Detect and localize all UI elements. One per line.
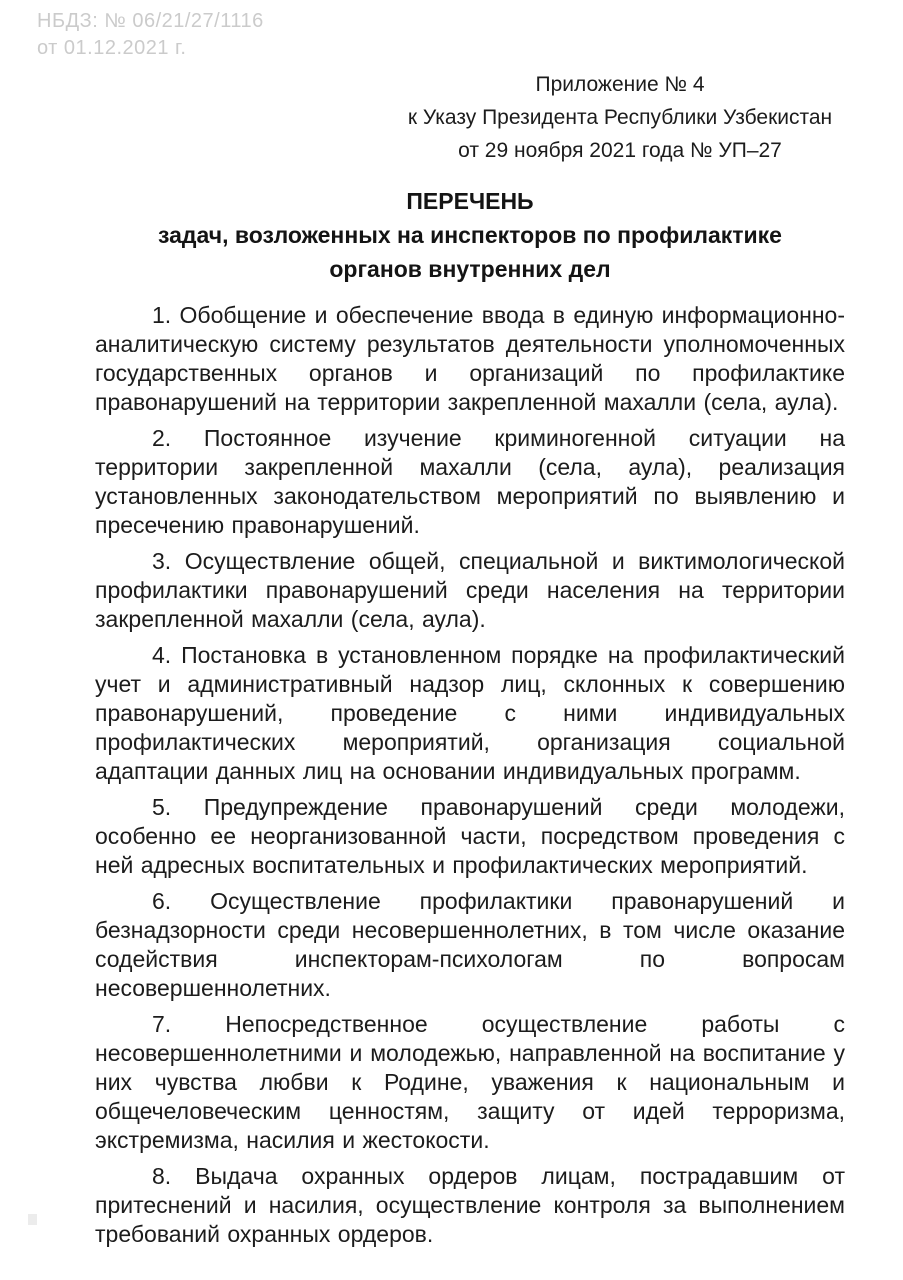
- annex-reference-block: [390, 68, 850, 167]
- annex-line-3: от 29 ноября 2021 года № УП–27: [458, 139, 782, 162]
- paragraph-3: 3. Осуществление общей, специальной и виктимологической профилактики правонарушений среди населения на территории закрепленной махалли (села, аула).: [95, 548, 845, 632]
- stamp-date: от 01.12.2021 г.: [37, 37, 187, 59]
- annex-line-1: Приложение № 4: [535, 73, 705, 96]
- document-body: [95, 301, 845, 1256]
- title-line-2: задач, возложенных на инспекторов по профилактике: [158, 222, 782, 248]
- scan-artifact: [28, 1214, 37, 1225]
- paragraph-1: 1. Обобщение и обеспечение ввода в единую информационно-аналитическую систему результатов деятельности уполномоченных государственных органов и организаций по профилактике правонарушений на территории закрепленной махалли (села, аула).: [95, 302, 845, 415]
- paragraph-8: 8. Выдача охранных ордеров лицам, пострадавшим от притеснений и насилия, осуществление контроля за выполнением требований охранных ордеров.: [95, 1163, 845, 1247]
- paragraph-4: 4. Постановка в установленном порядке на профилактический учет и административный надзор лиц, склонных к совершению правонарушений, проведение с ними индивидуальных профилактических мероприятий, организация социальной адаптации данных лиц на основании индивидуальных программ.: [95, 642, 845, 784]
- annex-line-2: к Указу Президента Республики Узбекистан: [407, 106, 833, 129]
- title-line-1: ПЕРЕЧЕНЬ: [406, 188, 534, 214]
- document-title: [95, 184, 845, 286]
- stamp-number: НБДЗ: № 06/21/27/1116: [37, 10, 264, 32]
- registration-stamp: [37, 8, 264, 62]
- paragraph-5: 5. Предупреждение правонарушений среди молодежи, особенно ее неорганизованной части, посредством проведения с ней адресных воспитательных и профилактических мероприятий.: [95, 794, 845, 878]
- paragraph-6: 6. Осуществление профилактики правонарушений и безнадзорности среди несовершеннолетних, в том числе оказание содействия инспекторам-психологам по вопросам несовершеннолетних.: [95, 888, 845, 1001]
- paragraph-2: 2. Постоянное изучение криминогенной ситуации на территории закрепленной махалли (села, аула), реализация установленных законодательством мероприятий по выявлению и пресечению правонарушений.: [95, 425, 845, 538]
- paragraph-7: 7. Непосредственное осуществление работы с несовершеннолетними и молодежью, направленной на воспитание у них чувства любви к Родине, уважения к национальным и общечеловеческим ценностям, защиту от идей терроризма, экстремизма, насилия и жестокости.: [95, 1011, 845, 1153]
- title-line-3: органов внутренних дел: [329, 256, 611, 282]
